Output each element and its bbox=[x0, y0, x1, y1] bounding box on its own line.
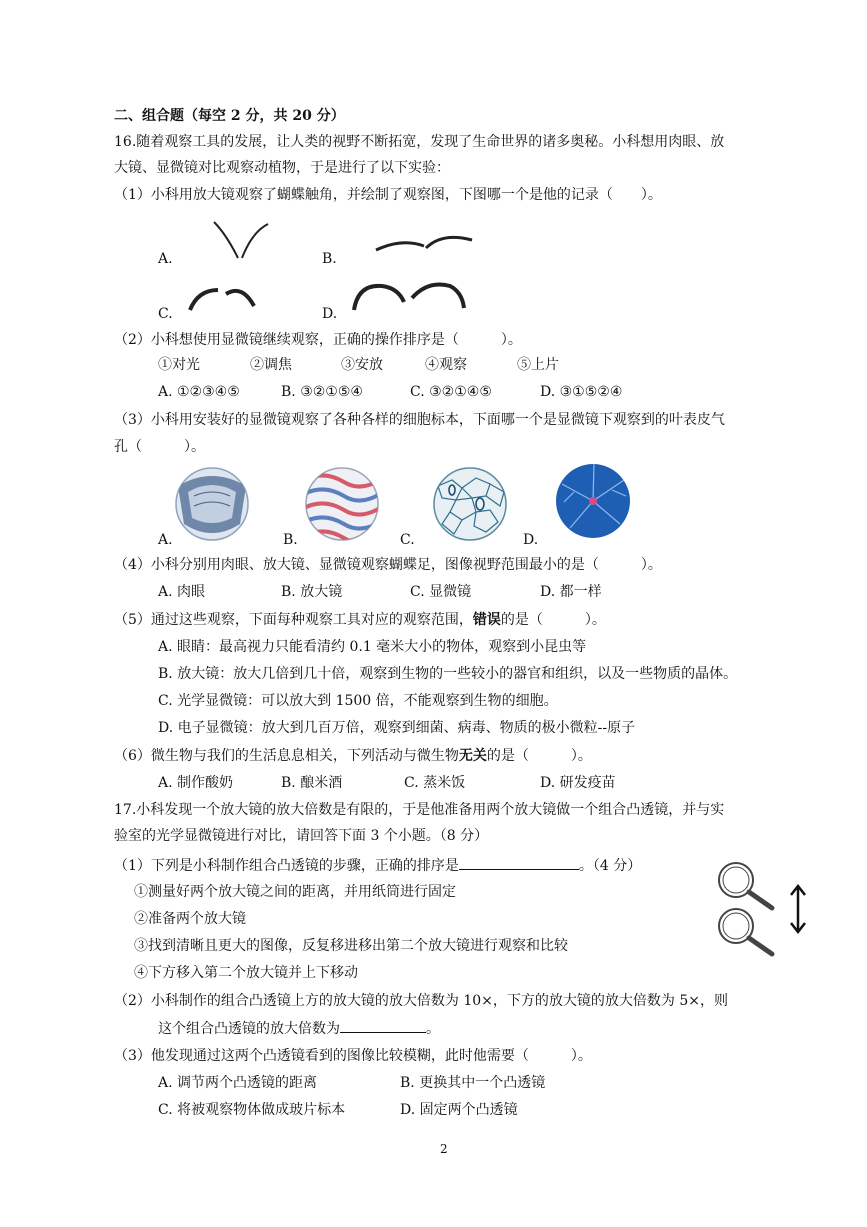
cell-image-b bbox=[304, 466, 380, 542]
q17-p1-stem bbox=[114, 855, 641, 876]
magnifier-icon-bottom bbox=[719, 909, 772, 954]
cell-image-a bbox=[174, 466, 250, 542]
q16-p2-step-5: ⑤上片 bbox=[517, 357, 559, 373]
q16-p4-stem: （4）小科分别用肉眼、放大镜、显微镜观察蝴蝶足，图像视野范围最小的是（ ）。 bbox=[114, 557, 662, 573]
q16-p5-option-d: D. 电子显微镜：放大到几百万倍，观察到细菌、病毒、物质的极小微粒--原子 bbox=[158, 720, 636, 736]
q16-p3-label-a: A. bbox=[158, 532, 173, 548]
q16-p1-label-a: A. bbox=[158, 251, 173, 267]
q17-p1-answer-blank[interactable] bbox=[459, 855, 579, 870]
q16-p3-stem-line2: 孔（ ）。 bbox=[114, 439, 205, 455]
q16-p4-option-d: D. 都一样 bbox=[540, 584, 602, 600]
q16-p5-stem bbox=[114, 610, 606, 630]
q16-p5-stem-post: 的是（ ）。 bbox=[500, 612, 606, 628]
q16-p6-stem-pre: （6）微生物与我们的生活息息相关，下列活动与微生物 bbox=[114, 748, 459, 764]
q16-p6-option-c: C. 蒸米饭 bbox=[404, 775, 466, 791]
q17-p3-option-b: B. 更换其中一个凸透镜 bbox=[400, 1075, 546, 1091]
q16-p6-stem-emphasis: 无关 bbox=[458, 748, 487, 764]
q17-p3-option-a: A. 调节两个凸透镜的距离 bbox=[158, 1075, 318, 1091]
q16-p4-option-a: A. 肉眼 bbox=[158, 584, 206, 600]
q16-p4-option-b: B. 放大镜 bbox=[281, 584, 343, 600]
q16-p2-step-4: ④观察 bbox=[425, 357, 467, 373]
q17-p2-stem-pre: 这个组合凸透镜的放大倍数为 bbox=[158, 1021, 340, 1037]
q16-p2-option-b: B. ③②①⑤④ bbox=[281, 384, 363, 400]
q16-p2-option-c: C. ③②①④⑤ bbox=[410, 384, 492, 400]
q16-p6-option-d: D. 研发疫苗 bbox=[540, 775, 616, 791]
q17-p3-option-d: D. 固定两个凸透镜 bbox=[400, 1102, 518, 1118]
q16-intro-line1: 16.随着观察工具的发展，让人类的视野不断拓宽，发现了生命世界的诸多奥秘。小科想用肉眼、放 bbox=[114, 134, 725, 150]
q17-p1-step-2: ②准备两个放大镜 bbox=[134, 911, 246, 927]
magnifier-icon-top bbox=[719, 863, 772, 908]
q17-p1-stem-post: 。（4 分） bbox=[578, 858, 642, 874]
q16-p1-label-d: D. bbox=[322, 306, 338, 322]
q16-p2-step-1: ①对光 bbox=[158, 357, 200, 373]
q17-p3-option-c: C. 将被观察物体做成玻片标本 bbox=[158, 1102, 346, 1118]
q16-p2-option-d: D. ③①⑤②④ bbox=[540, 384, 623, 400]
q16-p5-option-b: B. 放大镜：放大几倍到几十倍，观察到生物的一些较小的器官和组织，以及一些物质的晶体。 bbox=[158, 666, 738, 682]
q17-p2-stem-post: 。 bbox=[426, 1021, 440, 1037]
q17-p1-step-1: ①测量好两个放大镜之间的距离，并用纸筒进行固定 bbox=[134, 884, 456, 900]
q16-p6-option-a: A. 制作酸奶 bbox=[158, 775, 234, 791]
q16-p1-label-b: B. bbox=[322, 251, 337, 267]
q17-p1-stem-pre: （1）下列是小科制作组合凸透镜的步骤，正确的排序是 bbox=[114, 858, 459, 874]
q16-intro-line2: 大镜、显微镜对比观察动植物，于是进行了以下实验： bbox=[114, 160, 450, 176]
q16-p3-stem-line1: （3）小科用安装好的显微镜观察了各种各样的细胞标本，下面哪一个是显微镜下观察到的叶表皮气 bbox=[114, 412, 725, 428]
section-title: 二、组合题（每空 2 分，共 20 分） bbox=[114, 108, 345, 124]
q16-p5-stem-emphasis: 错误 bbox=[472, 612, 501, 628]
q16-p4-option-c: C. 显微镜 bbox=[410, 584, 472, 600]
q16-p2-option-a: A. ①②③④⑤ bbox=[158, 384, 240, 400]
q16-p5-option-c: C. 光学显微镜：可以放大到 1500 倍，不能观察到生物的细胞。 bbox=[158, 693, 558, 709]
q17-p2-stem-line1: （2）小科制作的组合凸透镜上方的放大镜的放大倍数为 10×，下方的放大镜的放大倍数为 5×，则 bbox=[114, 993, 728, 1009]
q16-p2-stem: （2）小科想使用显微镜继续观察，正确的操作排序是（ ）。 bbox=[114, 332, 522, 348]
magnifier-diagram bbox=[712, 858, 818, 958]
q17-intro-line2: 验室的光学显微镜进行对比，请回答下面 3 个小题。（8 分） bbox=[114, 828, 489, 844]
q17-p2-answer-blank[interactable] bbox=[340, 1018, 426, 1033]
q17-intro-line1: 17.小科发现一个放大镜的放大倍数是有限的，于是他准备用两个放大镜做一个组合凸透镜，并与实 bbox=[114, 802, 725, 818]
cell-image-d bbox=[554, 462, 632, 540]
q17-p1-step-4: ④下方移入第二个放大镜并上下移动 bbox=[134, 965, 358, 981]
q16-p3-label-d: D. bbox=[523, 532, 539, 548]
q16-p2-step-2: ②调焦 bbox=[250, 357, 292, 373]
q17-p3-stem: （3）他发现通过这两个凸透镜看到的图像比较模糊，此时他需要（ ）。 bbox=[114, 1048, 592, 1064]
antenna-figure-c bbox=[186, 284, 258, 314]
antenna-figure-b bbox=[372, 230, 476, 258]
q16-p3-label-b: B. bbox=[283, 532, 298, 548]
q16-p2-step-3: ③安放 bbox=[341, 357, 383, 373]
antenna-figure-a bbox=[208, 218, 274, 262]
q16-p3-label-c: C. bbox=[400, 532, 415, 548]
q16-p1-stem: （1）小科用放大镜观察了蝴蝶触角，并绘制了观察图，下图哪一个是他的记录（ ）。 bbox=[114, 187, 662, 203]
q16-p6-stem bbox=[114, 746, 592, 766]
cell-image-c bbox=[432, 466, 508, 542]
q17-p2-stem-line2 bbox=[158, 1018, 440, 1039]
page-number: 2 bbox=[440, 1142, 448, 1156]
up-down-arrow-icon bbox=[791, 886, 805, 932]
q16-p6-stem-post: 的是（ ）。 bbox=[486, 748, 592, 764]
q16-p6-option-b: B. 酿米酒 bbox=[281, 775, 343, 791]
antenna-figure-d bbox=[348, 278, 468, 314]
q16-p1-label-c: C. bbox=[158, 306, 173, 322]
q16-p5-stem-pre: （5）通过这些观察，下面每种观察工具对应的观察范围， bbox=[114, 612, 473, 628]
q17-p1-step-3: ③找到清晰且更大的图像，反复移进移出第二个放大镜进行观察和比较 bbox=[134, 938, 568, 954]
q16-p5-option-a: A. 眼睛：最高视力只能看清约 0.1 毫米大小的物体，观察到小昆虫等 bbox=[158, 639, 587, 655]
